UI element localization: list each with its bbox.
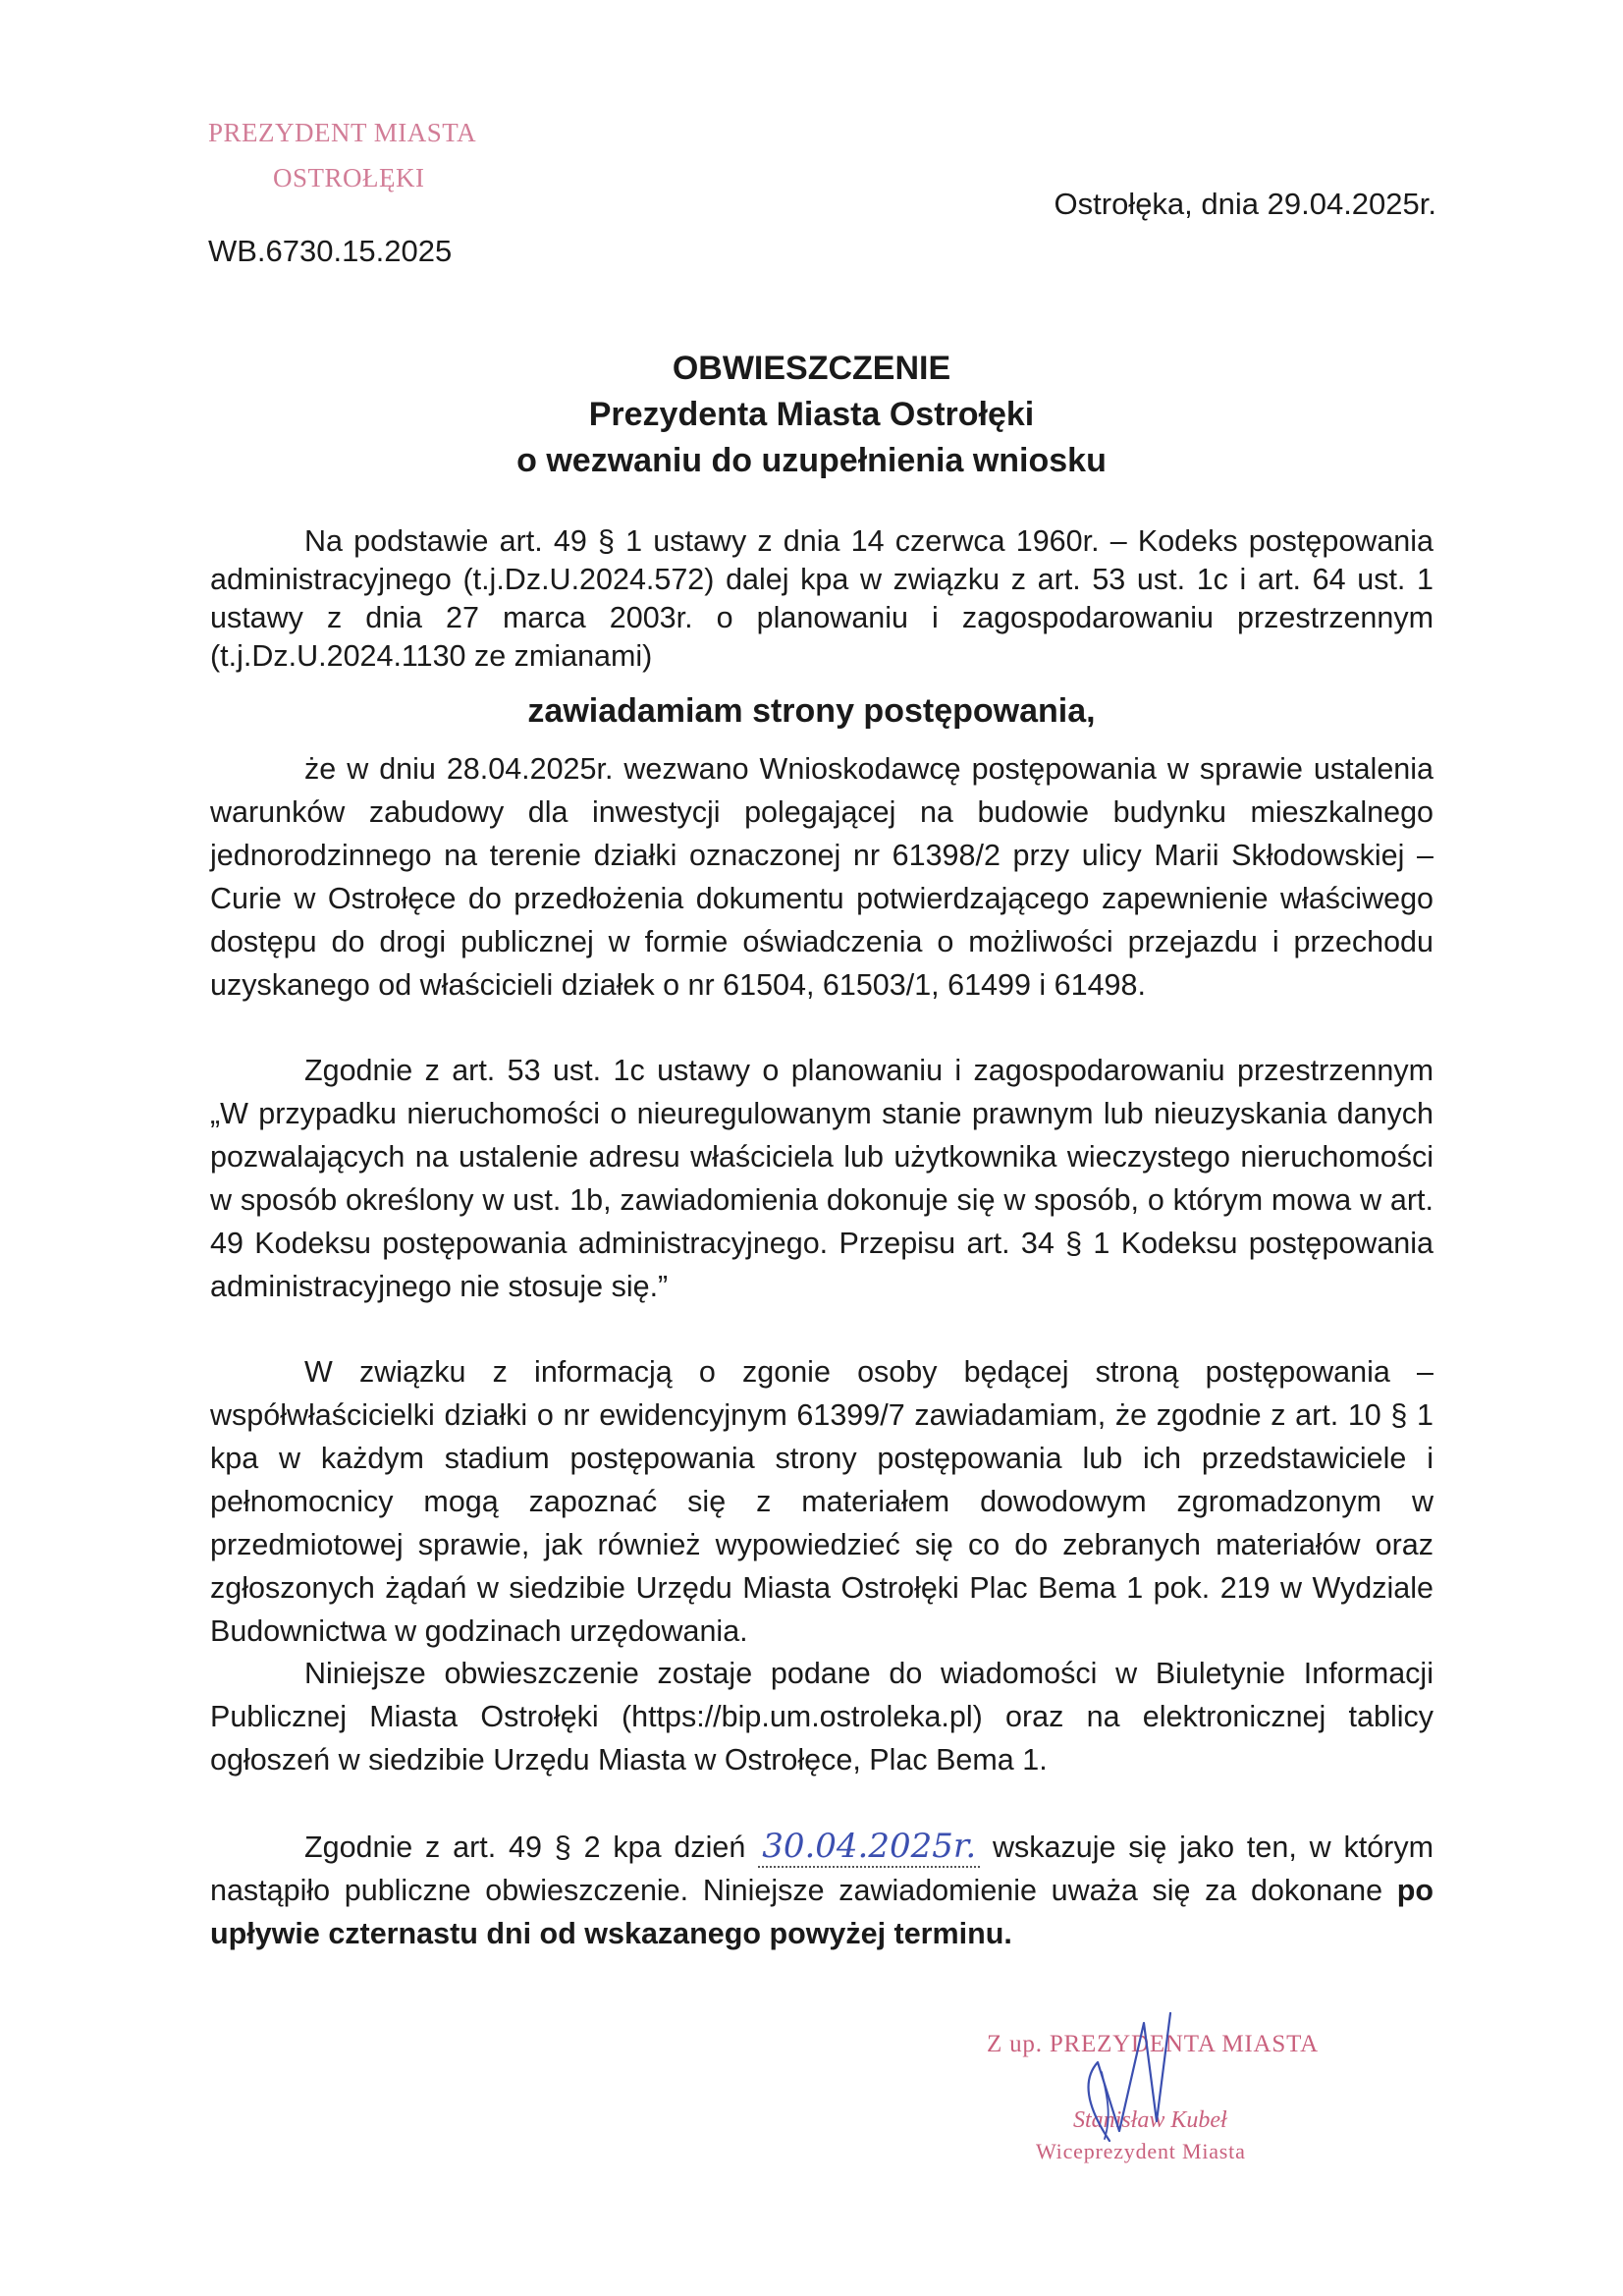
paragraph-3-text: W związku z informacją o zgonie osoby będącej stroną postępowania – współwłaścicielki działki o nr ewidencyjnym 61399/7 zawiadamiam, że zgodnie z art. 10 § 1 kpa w każdym stadium postępowania strony postępowania lub ich przedstawiciele i pełnomocnicy mogą zapoznać się z materiałem dowodowym zgromadzonym w przedmiotowej sprawie, jak również wypowiedzieć się co do zebranych materiałów oraz zgłoszonych żądań w siedzibie Urzędu Miasta Ostrołęki Plac Bema 1 pok. 219 w Wydziale Budownictwa w godzinach urzędowania. bbox=[210, 1355, 1434, 1648]
paragraph-4-text: Niniejsze obwieszczenie zostaje podane do wiadomości w Biuletynie Informacji Publicznej Miasta Ostrołęki (https://bip.um.ostroleka.pl) oraz na elektronicznej tablicy ogłoszeń w siedzibie Urzędu Miasta w Ostrołęce, Plac Bema 1. bbox=[210, 1657, 1434, 1777]
paragraph-2 bbox=[210, 1049, 1434, 1308]
signature-line-1: Z up. PREZYDENTA MIASTA bbox=[987, 2031, 1320, 2057]
handwritten-date: 30.04.2025r. bbox=[758, 1827, 980, 1868]
announcement-heading: zawiadamiam strony postępowania, bbox=[527, 692, 1096, 730]
stamp-line-2: OSTROŁĘKI bbox=[273, 163, 425, 192]
document-title bbox=[0, 346, 1623, 484]
paragraph-5-before: Zgodnie z art. 49 § 2 kpa dzień bbox=[304, 1831, 746, 1864]
document-date: Ostrołęka, dnia 29.04.2025r. bbox=[1054, 187, 1436, 221]
office-stamp bbox=[208, 110, 476, 200]
stamp-line-1: PREZYDENT MIASTA bbox=[208, 118, 477, 147]
reference-number: WB.6730.15.2025 bbox=[208, 234, 453, 268]
intro-paragraph bbox=[210, 522, 1434, 676]
paragraph-3 bbox=[210, 1350, 1434, 1653]
handwritten-signature bbox=[1051, 2003, 1208, 2151]
paragraph-4 bbox=[210, 1652, 1434, 1781]
paragraph-1 bbox=[210, 747, 1434, 1007]
paragraph-5 bbox=[210, 1825, 1434, 1955]
paragraph-5-bold: po upływie czternastu dni od wskazanego powyżej terminu. bbox=[210, 1874, 1434, 1950]
paragraph-1-text: że w dniu 28.04.2025r. wezwano Wnioskodawcę postępowania w sprawie ustalenia warunków zabudowy dla inwestycji polegającej na budowie budynku mieszkalnego jednorodzinnego na terenie działki oznaczonej nr 61398/2 przy ulicy Marii Skłodowskiej – Curie w Ostrołęce do przedłożenia dokumentu potwierdzającego zapewnienie właściwego dostępu do drogi publicznej w formie oświadczenia o możliwości przejazdu i przechodu uzyskanego od właścicieli działek o nr 61504, 61503/1, 61499 i 61498. bbox=[210, 752, 1434, 1002]
paragraph-2-text: Zgodnie z art. 53 ust. 1c ustawy o planowaniu i zagospodarowaniu przestrzennym „W przypadku nieruchomości o nieuregulowanym stanie prawnym lub nieuzyskania danych pozwalających na ustalenie adresu właściciela lub użytkownika wieczystego nieruchomości w sposób określony w ust. 1b, zawiadomienia dokonuje się w sposób, o którym mowa w art. 49 Kodeksu postępowania administracyjnego. Przepisu art. 34 § 1 Kodeksu postępowania administracyjnego nie stosuje się.” bbox=[210, 1054, 1434, 1303]
signature-line-3: Wiceprezydent Miasta bbox=[1036, 2139, 1246, 2163]
intro-text: Na podstawie art. 49 § 1 ustawy z dnia 14 czerwca 1960r. – Kodeks postępowania administracyjnego (t.j.Dz.U.2024.572) dalej kpa w związku z art. 53 ust. 1c i art. 64 ust. 1 ustawy z dnia 27 marca 2003r. o planowaniu i zagospodarowaniu przestrzennym (t.j.Dz.U.2024.1130 ze zmianami) bbox=[210, 524, 1434, 673]
signature-line-2: Stanisław Kubeł bbox=[1073, 2107, 1227, 2133]
title-line-3: o wezwaniu do uzupełnienia wniosku bbox=[516, 442, 1107, 479]
paragraph-5-text bbox=[210, 1825, 1434, 1955]
title-line-1: OBWIESZCZENIE bbox=[672, 350, 951, 387]
paragraph-5-after: wskazuje się jako ten, w którym nastąpiło publiczne obwieszczenie. Niniejsze zawiadomienie uważa się za dokonane bbox=[210, 1831, 1434, 1907]
title-line-2: Prezydenta Miasta Ostrołęki bbox=[588, 396, 1035, 433]
